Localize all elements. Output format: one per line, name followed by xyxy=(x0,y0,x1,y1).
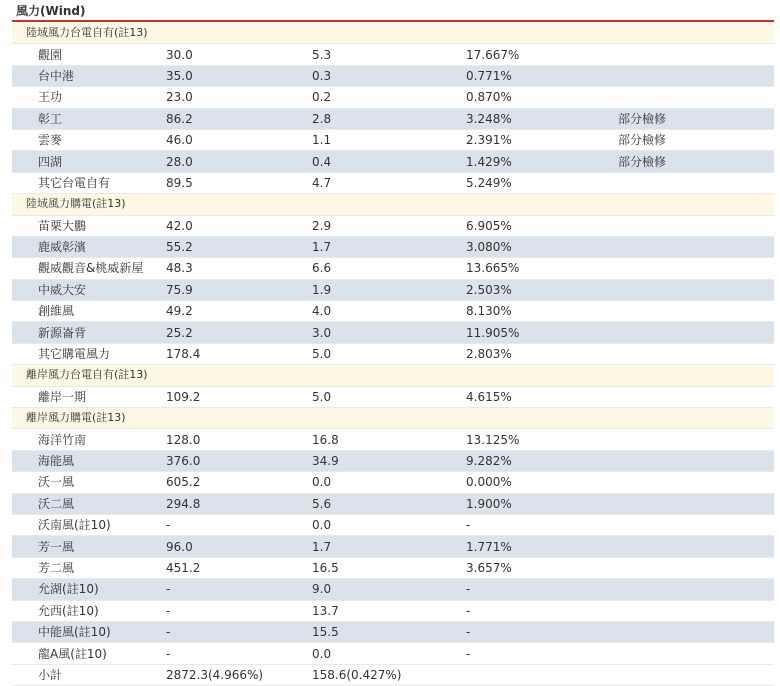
net-generation-cell: 0.0 xyxy=(312,472,466,493)
title-divider xyxy=(12,20,774,22)
capacity-ratio-cell: 2.503% xyxy=(466,279,618,300)
remark-cell xyxy=(618,600,774,621)
installed-capacity-cell: 86.2 xyxy=(166,108,312,129)
capacity-ratio-cell: 11.905% xyxy=(466,322,618,343)
net-generation-cell: 9.0 xyxy=(312,579,466,600)
net-generation-cell: 5.0 xyxy=(312,343,466,364)
net-generation-cell: 5.6 xyxy=(312,493,466,514)
table-row xyxy=(12,151,774,172)
table-row xyxy=(12,322,774,343)
table-row xyxy=(12,472,774,493)
remark-cell xyxy=(618,643,774,664)
remark-cell xyxy=(618,172,774,193)
capacity-ratio-cell: 8.130% xyxy=(466,301,618,322)
remark-cell xyxy=(618,429,774,450)
capacity-ratio-cell: 0.000% xyxy=(466,472,618,493)
capacity-ratio-cell: 3.657% xyxy=(466,557,618,578)
table-row xyxy=(12,44,774,65)
installed-capacity-cell: 128.0 xyxy=(166,429,312,450)
installed-capacity-cell: 96.0 xyxy=(166,536,312,557)
installed-capacity-cell: 49.2 xyxy=(166,301,312,322)
group-name: 陸域風力台電自有(註13) xyxy=(12,23,774,44)
table-row xyxy=(12,536,774,557)
net-generation-cell: 0.0 xyxy=(312,643,466,664)
group-name: 陸域風力購電(註13) xyxy=(12,194,774,215)
group-name: 離岸風力購電(註13) xyxy=(12,408,774,429)
unit-name-cell: 台中港 xyxy=(12,65,166,86)
installed-capacity-cell: 75.9 xyxy=(166,279,312,300)
group-header-row xyxy=(12,365,774,386)
table-body xyxy=(12,23,774,686)
table-row xyxy=(12,65,774,86)
table-row xyxy=(12,557,774,578)
installed-capacity-cell: 376.0 xyxy=(166,450,312,471)
remark-cell xyxy=(618,557,774,578)
capacity-ratio-cell: 1.771% xyxy=(466,536,618,557)
remark-cell xyxy=(618,279,774,300)
capacity-ratio-cell: 1.429% xyxy=(466,151,618,172)
unit-name-cell: 四湖 xyxy=(12,151,166,172)
capacity-ratio-cell: - xyxy=(466,643,618,664)
net-generation-cell: 16.5 xyxy=(312,557,466,578)
table-row xyxy=(12,493,774,514)
table-row xyxy=(12,429,774,450)
capacity-ratio-cell: 4.615% xyxy=(466,386,618,407)
unit-name-cell: 海洋竹南 xyxy=(12,429,166,450)
installed-capacity-cell: 23.0 xyxy=(166,87,312,108)
unit-name-cell: 雲麥 xyxy=(12,129,166,150)
net-generation-cell: 5.0 xyxy=(312,386,466,407)
installed-capacity-cell: 48.3 xyxy=(166,258,312,279)
net-generation-cell: 34.9 xyxy=(312,450,466,471)
unit-name-cell: 允湖(註10) xyxy=(12,579,166,600)
net-generation-cell: 4.0 xyxy=(312,301,466,322)
table-row xyxy=(12,301,774,322)
table-row xyxy=(12,258,774,279)
installed-capacity-cell: 55.2 xyxy=(166,236,312,257)
subtotal-row xyxy=(12,664,774,685)
unit-name-cell: 創維風 xyxy=(12,301,166,322)
group-header-row xyxy=(12,408,774,429)
installed-capacity-cell: 28.0 xyxy=(166,151,312,172)
table-row xyxy=(12,386,774,407)
capacity-ratio-cell: 13.665% xyxy=(466,258,618,279)
table-row xyxy=(12,215,774,236)
remark-cell xyxy=(618,536,774,557)
remark-cell xyxy=(618,343,774,364)
capacity-ratio-cell: 9.282% xyxy=(466,450,618,471)
capacity-ratio-cell: - xyxy=(466,579,618,600)
unit-name-cell: 彰工 xyxy=(12,108,166,129)
unit-name-cell: 觀威觀音&桃威新屋 xyxy=(12,258,166,279)
unit-name-cell: 鹿威彰濱 xyxy=(12,236,166,257)
remark-cell: 部分檢修 xyxy=(618,151,774,172)
remark-cell xyxy=(618,514,774,535)
capacity-ratio-cell: 2.391% xyxy=(466,129,618,150)
table-row xyxy=(12,514,774,535)
net-generation-cell: 3.0 xyxy=(312,322,466,343)
remark-cell xyxy=(618,215,774,236)
installed-capacity-cell: - xyxy=(166,600,312,621)
installed-capacity-cell: 89.5 xyxy=(166,172,312,193)
remark-cell xyxy=(618,87,774,108)
remark-cell xyxy=(618,258,774,279)
subtotal-remark-cell xyxy=(618,664,774,685)
table-row xyxy=(12,343,774,364)
net-generation-cell: 13.7 xyxy=(312,600,466,621)
unit-name-cell: 芳一風 xyxy=(12,536,166,557)
net-generation-cell: 5.3 xyxy=(312,44,466,65)
subtotal-net-generation-cell: 158.6(0.427%) xyxy=(312,664,466,685)
unit-name-cell: 新源崙背 xyxy=(12,322,166,343)
installed-capacity-cell: 30.0 xyxy=(166,44,312,65)
net-generation-cell: 0.4 xyxy=(312,151,466,172)
net-generation-cell: 1.9 xyxy=(312,279,466,300)
unit-name-cell: 龍A風(註10) xyxy=(12,643,166,664)
section-title: 風力(Wind) xyxy=(16,4,86,18)
net-generation-cell: 2.9 xyxy=(312,215,466,236)
unit-name-cell: 沃二風 xyxy=(12,493,166,514)
installed-capacity-cell: - xyxy=(166,643,312,664)
group-header-row xyxy=(12,194,774,215)
subtotal-unit-name-cell: 小計 xyxy=(12,664,166,685)
installed-capacity-cell: 178.4 xyxy=(166,343,312,364)
capacity-ratio-cell: 6.905% xyxy=(466,215,618,236)
capacity-ratio-cell: - xyxy=(466,600,618,621)
installed-capacity-cell: 35.0 xyxy=(166,65,312,86)
remark-cell xyxy=(618,579,774,600)
table-row xyxy=(12,129,774,150)
group-header-row xyxy=(12,23,774,44)
capacity-ratio-cell: 0.870% xyxy=(466,87,618,108)
remark-cell xyxy=(618,301,774,322)
installed-capacity-cell: - xyxy=(166,514,312,535)
group-name: 離岸風力台電自有(註13) xyxy=(12,365,774,386)
unit-name-cell: 觀園 xyxy=(12,44,166,65)
remark-cell xyxy=(618,65,774,86)
table-row xyxy=(12,579,774,600)
table-row xyxy=(12,450,774,471)
table-row xyxy=(12,108,774,129)
capacity-ratio-cell: - xyxy=(466,514,618,535)
unit-name-cell: 其它購電風力 xyxy=(12,343,166,364)
wind-power-table xyxy=(12,23,774,686)
subtotal-capacity-ratio-cell xyxy=(466,664,618,685)
remark-cell xyxy=(618,493,774,514)
installed-capacity-cell: 294.8 xyxy=(166,493,312,514)
remark-cell xyxy=(618,472,774,493)
remark-cell: 部分檢修 xyxy=(618,108,774,129)
capacity-ratio-cell: 2.803% xyxy=(466,343,618,364)
installed-capacity-cell: - xyxy=(166,621,312,642)
capacity-ratio-cell: 3.248% xyxy=(466,108,618,129)
table-row xyxy=(12,236,774,257)
net-generation-cell: 1.7 xyxy=(312,536,466,557)
unit-name-cell: 王功 xyxy=(12,87,166,108)
unit-name-cell: 中威大安 xyxy=(12,279,166,300)
installed-capacity-cell: 605.2 xyxy=(166,472,312,493)
remark-cell xyxy=(618,322,774,343)
table-row xyxy=(12,600,774,621)
capacity-ratio-cell: 17.667% xyxy=(466,44,618,65)
capacity-ratio-cell: 13.125% xyxy=(466,429,618,450)
remark-cell xyxy=(618,621,774,642)
remark-cell xyxy=(618,44,774,65)
net-generation-cell: 4.7 xyxy=(312,172,466,193)
table-row xyxy=(12,643,774,664)
capacity-ratio-cell: - xyxy=(466,621,618,642)
net-generation-cell: 1.7 xyxy=(312,236,466,257)
net-generation-cell: 6.6 xyxy=(312,258,466,279)
unit-name-cell: 離岸一期 xyxy=(12,386,166,407)
unit-name-cell: 芳二風 xyxy=(12,557,166,578)
net-generation-cell: 0.3 xyxy=(312,65,466,86)
installed-capacity-cell: 109.2 xyxy=(166,386,312,407)
capacity-ratio-cell: 0.771% xyxy=(466,65,618,86)
table-row xyxy=(12,279,774,300)
unit-name-cell: 允西(註10) xyxy=(12,600,166,621)
unit-name-cell: 其它台電自有 xyxy=(12,172,166,193)
capacity-ratio-cell: 3.080% xyxy=(466,236,618,257)
table-row xyxy=(12,621,774,642)
installed-capacity-cell: 42.0 xyxy=(166,215,312,236)
net-generation-cell: 1.1 xyxy=(312,129,466,150)
unit-name-cell: 海能風 xyxy=(12,450,166,471)
installed-capacity-cell: 46.0 xyxy=(166,129,312,150)
net-generation-cell: 0.0 xyxy=(312,514,466,535)
subtotal-installed-capacity-cell: 2872.3(4.966%) xyxy=(166,664,312,685)
net-generation-cell: 16.8 xyxy=(312,429,466,450)
unit-name-cell: 中能風(註10) xyxy=(12,621,166,642)
remark-cell xyxy=(618,386,774,407)
remark-cell xyxy=(618,450,774,471)
table-row xyxy=(12,172,774,193)
remark-cell xyxy=(618,236,774,257)
unit-name-cell: 苗栗大鵬 xyxy=(12,215,166,236)
table-row xyxy=(12,87,774,108)
unit-name-cell: 沃南風(註10) xyxy=(12,514,166,535)
installed-capacity-cell: 451.2 xyxy=(166,557,312,578)
net-generation-cell: 15.5 xyxy=(312,621,466,642)
remark-cell: 部分檢修 xyxy=(618,129,774,150)
capacity-ratio-cell: 1.900% xyxy=(466,493,618,514)
capacity-ratio-cell: 5.249% xyxy=(466,172,618,193)
unit-name-cell: 沃一風 xyxy=(12,472,166,493)
net-generation-cell: 2.8 xyxy=(312,108,466,129)
installed-capacity-cell: - xyxy=(166,579,312,600)
net-generation-cell: 0.2 xyxy=(312,87,466,108)
installed-capacity-cell: 25.2 xyxy=(166,322,312,343)
